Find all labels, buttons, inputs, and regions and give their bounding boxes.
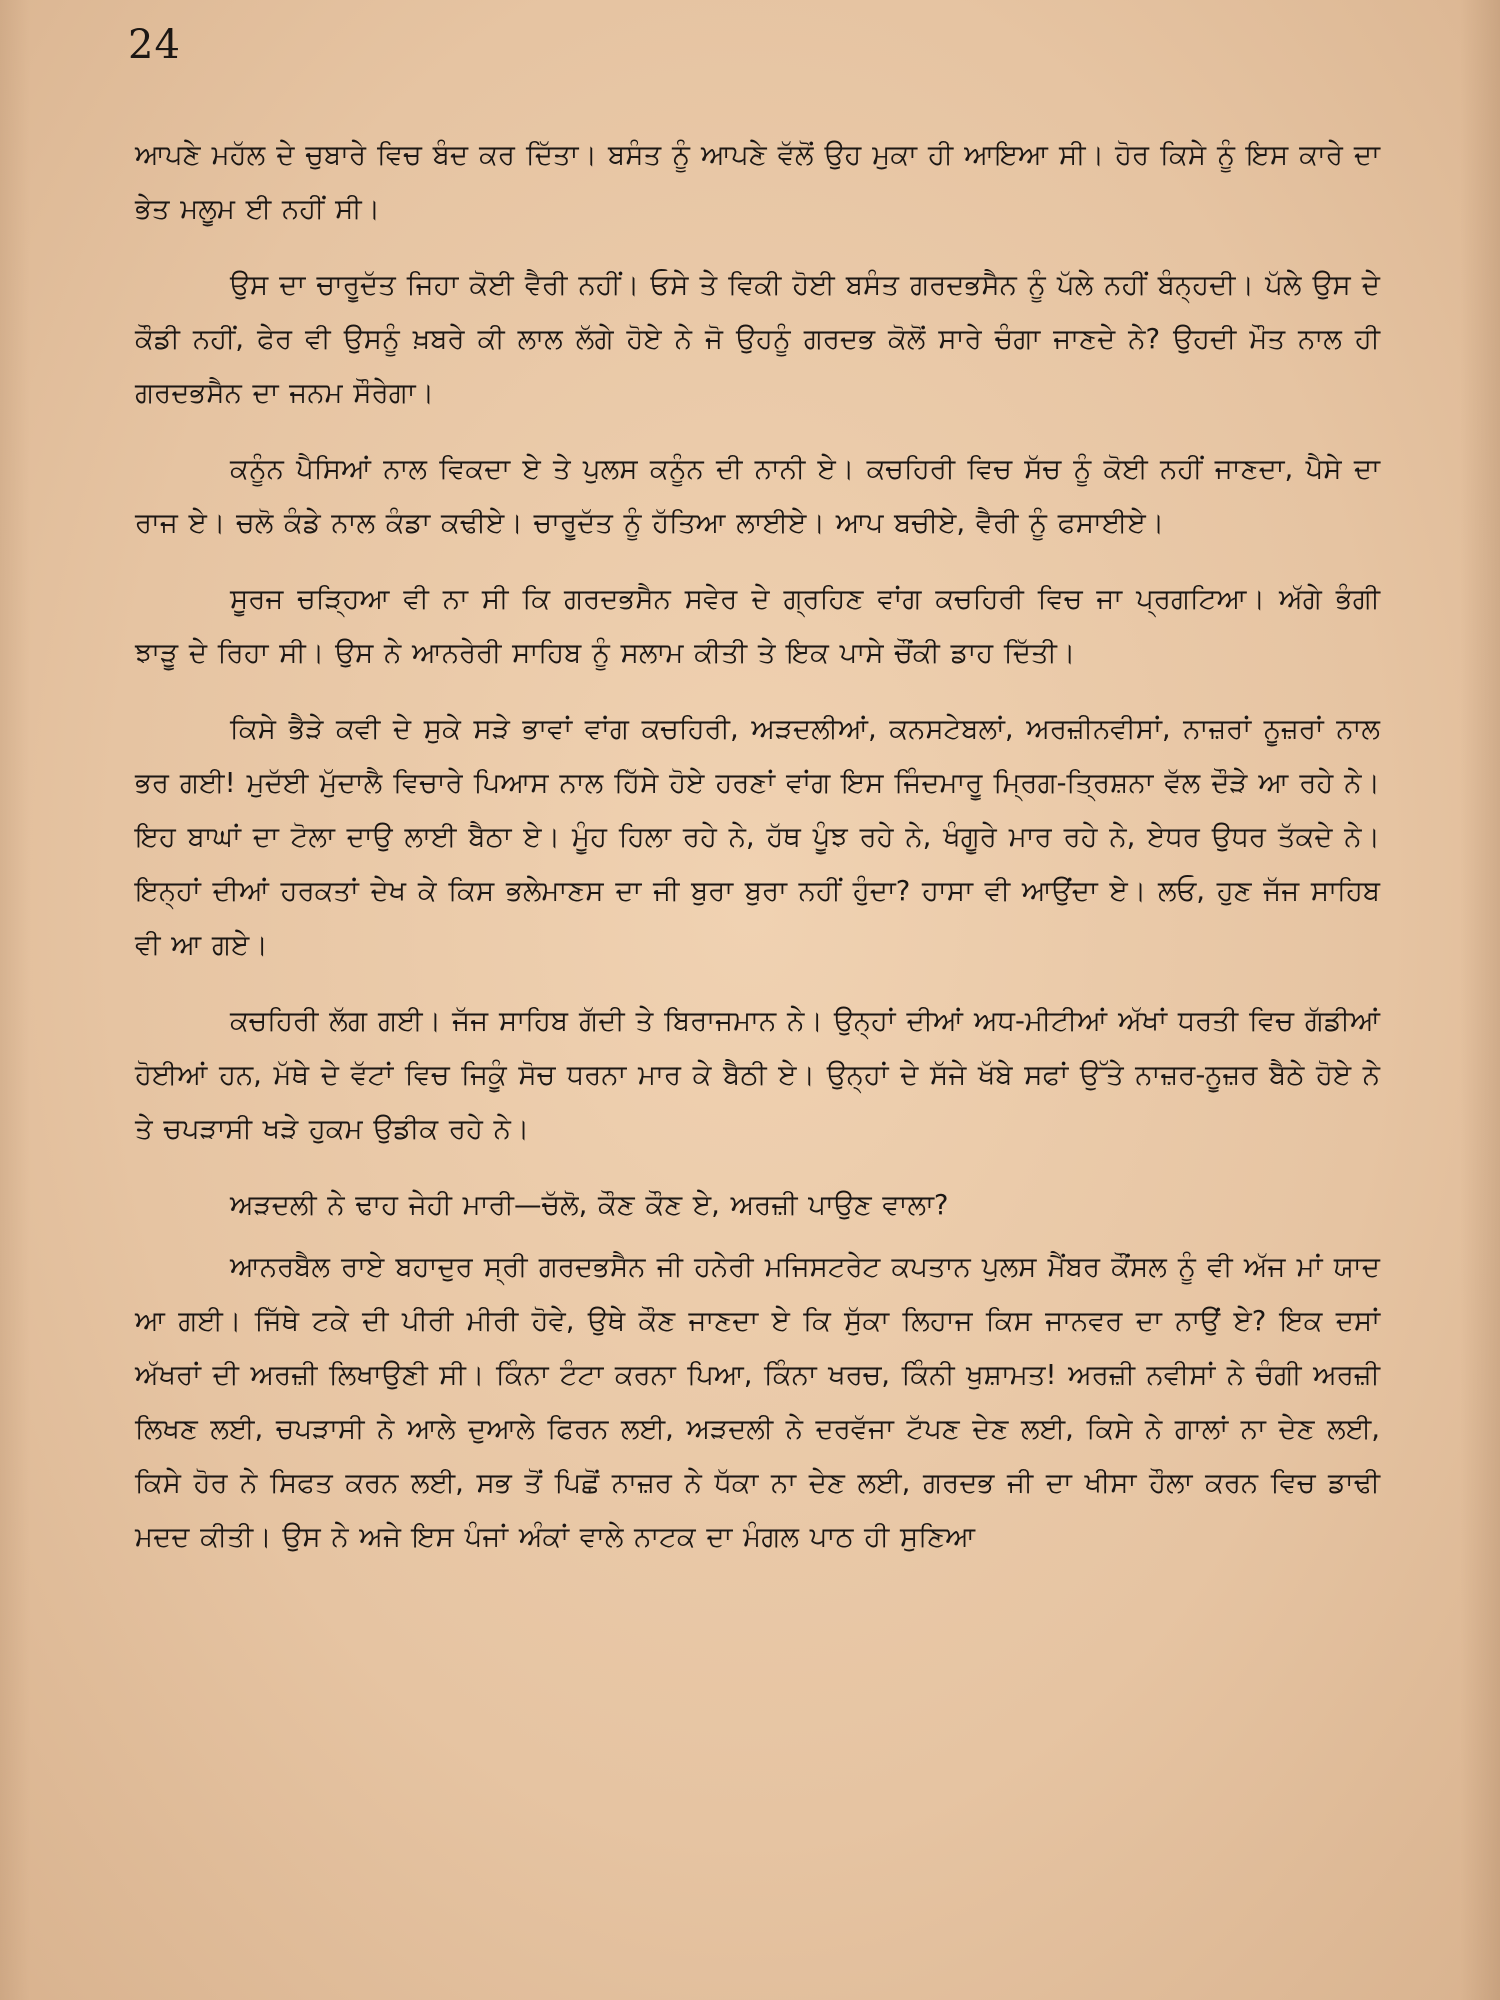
paragraph-2: ਉਸ ਦਾ ਚਾਰੂਦੱਤ ਜਿਹਾ ਕੋਈ ਵੈਰੀ ਨਹੀਂ। ਓਸੇ ਤੇ ਵਿਕੀ ਹੋਈ ਬਸੰਤ ਗਰਦਭਸੈਨ ਨੂੰ ਪੱਲੇ ਨਹੀਂ ਬੰਨ੍ਹਦੀ। ਪੱਲੇ ਉਸ ਦੇ ਕੌਡੀ ਨਹੀਂ, ਫੇਰ ਵੀ ਉਸਨੂੰ ਖ਼ਬਰੇ ਕੀ ਲਾਲ ਲੱਗੇ ਹੋਏ ਨੇ ਜੋ ਉਹਨੂੰ ਗਰਦਭ ਕੋਲੋਂ ਸਾਰੇ ਚੰਗਾ ਜਾਣਦੇ ਨੇ? ਉਹਦੀ ਮੌਤ ਨਾਲ ਹੀ ਗਰਦਭਸੈਨ ਦਾ ਜਨਮ ਸੌਰੇਗਾ।	[135, 269, 1380, 409]
page-edge-shadow	[1460, 0, 1500, 2000]
paragraph-7: ਅੜਦਲੀ ਨੇ ਢਾਹ ਜੇਹੀ ਮਾਰੀ—ਚੱਲੋ, ਕੌਣ ਕੌਣ ਏ, ਅਰਜ਼ੀ ਪਾਉਣ ਵਾਲਾ?	[230, 1189, 949, 1221]
paragraph-1: ਆਪਣੇ ਮਹੱਲ ਦੇ ਚੁਬਾਰੇ ਵਿਚ ਬੰਦ ਕਰ ਦਿੱਤਾ। ਬਸੰਤ ਨੂੰ ਆਪਣੇ ਵੱਲੋਂ ਉਹ ਮੁਕਾ ਹੀ ਆਇਆ ਸੀ। ਹੋਰ ਕਿਸੇ ਨੂੰ ਇਸ ਕਾਰੇ ਦਾ ਭੇਤ ਮਲੂਮ ਈ ਨਹੀਂ ਸੀ।	[135, 139, 1380, 225]
paragraph-8: ਆਨਰਬੈਲ ਰਾਏ ਬਹਾਦੁਰ ਸ੍ਰੀ ਗਰਦਭਸੈਨ ਜੀ ਹਨੇਰੀ ਮਜਿਸਟਰੇਟ ਕਪਤਾਨ ਪੁਲਸ ਮੈਂਬਰ ਕੌਂਸਲ ਨੂੰ ਵੀ ਅੱਜ ਮਾਂ ਯਾਦ ਆ ਗਈ। ਜਿੱਥੇ ਟਕੇ ਦੀ ਪੀਰੀ ਮੀਰੀ ਹੋਵੇ, ਉਥੇ ਕੌਣ ਜਾਣਦਾ ਏ ਕਿ ਸੁੱਕਾ ਲਿਹਾਜ ਕਿਸ ਜਾਨਵਰ ਦਾ ਨਾਉਂ ਏ? ਇਕ ਦਸਾਂ ਅੱਖਰਾਂ ਦੀ ਅਰਜ਼ੀ ਲਿਖਾਉਣੀ ਸੀ। ਕਿੰਨਾ ਟੰਟਾ ਕਰਨਾ ਪਿਆ, ਕਿੰਨਾ ਖਰਚ, ਕਿੰਨੀ ਖੁਸ਼ਾਮਤ! ਅਰਜ਼ੀ ਨਵੀਸਾਂ ਨੇ ਚੰਗੀ ਅਰਜ਼ੀ ਲਿਖਣ ਲਈ, ਚਪੜਾਸੀ ਨੇ ਆਲੇ ਦੁਆਲੇ ਫਿਰਨ ਲਈ, ਅੜਦਲੀ ਨੇ ਦਰਵੱਜਾ ਟੱਪਣ ਦੇਣ ਲਈ, ਕਿਸੇ ਨੇ ਗਾਲਾਂ ਨਾ ਦੇਣ ਲਈ, ਕਿਸੇ ਹੋਰ ਨੇ ਸਿਫਤ ਕਰਨ ਲਈ, ਸਭ ਤੋਂ ਪਿਛੋਂ ਨਾਜ਼ਰ ਨੇ ਧੱਕਾ ਨਾ ਦੇਣ ਲਈ, ਗਰਦਭ ਜੀ ਦਾ ਖੀਸਾ ਹੌਲਾ ਕਰਨ ਵਿਚ ਡਾਢੀ ਮਦਦ ਕੀਤੀ। ਉਸ ਨੇ ਅਜੇ ਇਸ ਪੰਜਾਂ ਅੰਕਾਂ ਵਾਲੇ ਨਾਟਕ ਦਾ ਮੰਗਲ ਪਾਠ ਹੀ ਸੁਣਿਆ	[135, 1251, 1380, 1553]
paragraph-6: ਕਚਹਿਰੀ ਲੱਗ ਗਈ। ਜੱਜ ਸਾਹਿਬ ਗੱਦੀ ਤੇ ਬਿਰਾਜਮਾਨ ਨੇ। ਉਨ੍ਹਾਂ ਦੀਆਂ ਅਧ-ਮੀਟੀਆਂ ਅੱਖਾਂ ਧਰਤੀ ਵਿਚ ਗੱਡੀਆਂ ਹੋਈਆਂ ਹਨ, ਮੱਥੇ ਦੇ ਵੱਟਾਂ ਵਿਚ ਜਿਕੂੰ ਸੋਚ ਧਰਨਾ ਮਾਰ ਕੇ ਬੈਠੀ ਏ। ਉਨ੍ਹਾਂ ਦੇ ਸੱਜੇ ਖੱਬੇ ਸਫਾਂ ਉੱਤੇ ਨਾਜ਼ਰ-ਨੂਜ਼ਰ ਬੈਠੇ ਹੋਏ ਨੇ ਤੇ ਚਪੜਾਸੀ ਖੜੇ ਹੁਕਮ ਉਡੀਕ ਰਹੇ ਨੇ।	[135, 1005, 1380, 1145]
page-gutter-shadow	[0, 0, 30, 2000]
paragraph-5: ਕਿਸੇ ਭੈੜੇ ਕਵੀ ਦੇ ਸੁਕੇ ਸੜੇ ਭਾਵਾਂ ਵਾਂਗ ਕਚਹਿਰੀ, ਅੜਦਲੀਆਂ, ਕਨਸਟੇਬਲਾਂ, ਅਰਜ਼ੀਨਵੀਸਾਂ, ਨਾਜ਼ਰਾਂ ਨੂਜ਼ਰਾਂ ਨਾਲ ਭਰ ਗਈ! ਮੁਦੱਈ ਮੁੱਦਾਲੈ ਵਿਚਾਰੇ ਪਿਆਸ ਨਾਲ ਹਿੱਸੇ ਹੋਏ ਹਰਣਾਂ ਵਾਂਗ ਇਸ ਜਿੰਦਮਾਰੂ ਮ੍ਰਿਗ-ਤ੍ਰਿਸ਼ਨਾ ਵੱਲ ਦੌੜੇ ਆ ਰਹੇ ਨੇ। ਇਹ ਬਾਘਾਂ ਦਾ ਟੋਲਾ ਦਾਉ ਲਾਈ ਬੈਠਾ ਏ। ਮੂੰਹ ਹਿਲਾ ਰਹੇ ਨੇ, ਹੱਥ ਪੂੰਝ ਰਹੇ ਨੇ, ਖੰਗੂਰੇ ਮਾਰ ਰਹੇ ਨੇ, ਏਧਰ ਉਧਰ ਤੱਕਦੇ ਨੇ। ਇਨ੍ਹਾਂ ਦੀਆਂ ਹਰਕਤਾਂ ਦੇਖ ਕੇ ਕਿਸ ਭਲੇਮਾਣਸ ਦਾ ਜੀ ਬੁਰਾ ਬੁਰਾ ਨਹੀਂ ਹੁੰਦਾ? ਹਾਸਾ ਵੀ ਆਉਂਦਾ ਏ। ਲਓ, ਹੁਣ ਜੱਜ ਸਾਹਿਬ ਵੀ ਆ ਗਏ।	[135, 713, 1380, 961]
paragraph-3: ਕਨੂੰਨ ਪੈਸਿਆਂ ਨਾਲ ਵਿਕਦਾ ਏ ਤੇ ਪੁਲਸ ਕਨੂੰਨ ਦੀ ਨਾਨੀ ਏ। ਕਚਹਿਰੀ ਵਿਚ ਸੱਚ ਨੂੰ ਕੋਈ ਨਹੀਂ ਜਾਣਦਾ, ਪੈਸੇ ਦਾ ਰਾਜ ਏ। ਚਲੋ ਕੰਡੇ ਨਾਲ ਕੰਡਾ ਕਢੀਏ। ਚਾਰੂਦੱਤ ਨੂੰ ਹੱਤਿਆ ਲਾਈਏ। ਆਪ ਬਚੀਏ, ਵੈਰੀ ਨੂੰ ਫਸਾਈਏ।	[135, 453, 1380, 539]
page-number: 24	[128, 22, 181, 68]
body-text	[135, 128, 1380, 1564]
paragraph-4: ਸੂਰਜ ਚੜ੍ਹਿਆ ਵੀ ਨਾ ਸੀ ਕਿ ਗਰਦਭਸੈਨ ਸਵੇਰ ਦੇ ਗ੍ਰਹਿਣ ਵਾਂਗ ਕਚਹਿਰੀ ਵਿਚ ਜਾ ਪ੍ਰਗਟਿਆ। ਅੱਗੇ ਭੰਗੀ ਝਾੜੂ ਦੇ ਰਿਹਾ ਸੀ। ਉਸ ਨੇ ਆਨਰੇਰੀ ਸਾਹਿਬ ਨੂੰ ਸਲਾਮ ਕੀਤੀ ਤੇ ਇਕ ਪਾਸੇ ਚੌਂਕੀ ਡਾਹ ਦਿੱਤੀ।	[135, 583, 1380, 669]
